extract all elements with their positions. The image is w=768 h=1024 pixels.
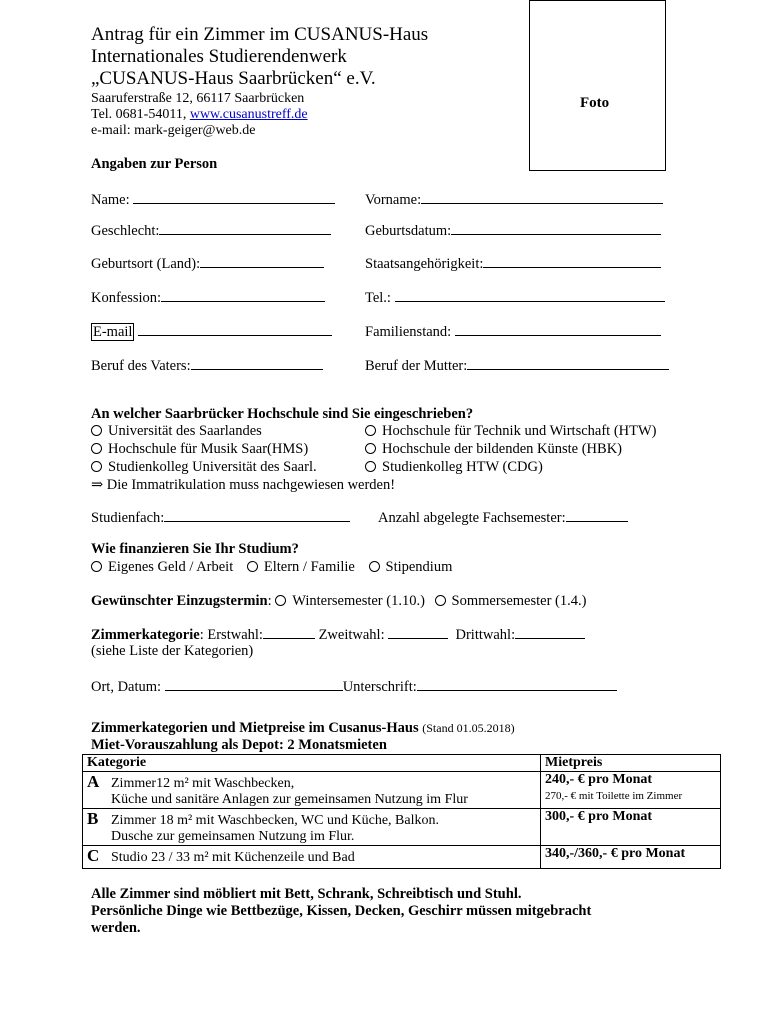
vorname-field[interactable]	[365, 191, 663, 209]
erstwahl-input[interactable]	[263, 626, 315, 639]
radio-circle-icon[interactable]	[91, 425, 102, 436]
studienfach-label: Studienfach:	[91, 510, 165, 526]
fachsemester-field[interactable]	[378, 509, 628, 527]
einzug-sommer[interactable]	[435, 593, 587, 609]
beruf-vater-input[interactable]	[191, 357, 323, 370]
finance-question: Wie finanzieren Sie Ihr Studium?	[91, 541, 299, 557]
erstwahl-label: Erstwahl:	[207, 627, 263, 643]
finance-opt2-label: Eltern / Familie	[263, 559, 355, 575]
footer-line3: werden.	[91, 920, 141, 936]
zimmer-hint: (siehe Liste der Kategorien)	[91, 643, 254, 659]
option-htw-label: Hochschule für Technik und Wirtschaft (HTW)	[382, 423, 657, 439]
option-hbk-label: Hochschule der bildenden Künste (HBK)	[382, 441, 622, 457]
email-input[interactable]	[138, 323, 332, 336]
zimmer-label: Zimmerkategorie	[91, 627, 200, 643]
familienstand-label: Familienstand:	[365, 324, 452, 340]
tel-label: Tel.:	[365, 290, 391, 306]
geschlecht-label: Geschlecht:	[91, 223, 160, 239]
radio-circle-icon[interactable]	[275, 595, 286, 606]
radio-circle-icon[interactable]	[247, 561, 258, 572]
email-label: E-mail	[93, 324, 133, 340]
row-a-price-main: 240,- € pro Monat	[545, 772, 653, 787]
ort-datum-label: Ort, Datum:	[91, 679, 162, 695]
row-c-price-main: 340,-/360,- € pro Monat	[545, 846, 686, 861]
option-studienkolleg-htw[interactable]	[365, 459, 543, 476]
email-field[interactable]	[91, 323, 332, 341]
staatsangehoerigkeit-label: Staatsangehörigkeit:	[365, 256, 484, 272]
row-b-desc	[83, 809, 541, 846]
row-b-desc2: Dusche zur gemeinsamen Nutzung im Flur.	[111, 829, 355, 844]
unterschrift-label: Unterschrift:	[342, 679, 417, 695]
vorname-label: Vorname:	[365, 192, 422, 208]
row-a-price	[541, 772, 721, 809]
prices-title-text: Zimmerkategorien und Mietpreise im Cusanus-Haus	[91, 720, 419, 736]
row-a-price-alt: 270,- € mit Toilette im Zimmer	[545, 790, 683, 802]
option-studienkolleg-uni-label: Studienkolleg Universität des Saarl.	[108, 459, 317, 475]
option-studienkolleg-uni[interactable]	[91, 459, 317, 476]
row-c-letter: C	[87, 846, 100, 865]
name-field[interactable]	[91, 191, 335, 209]
tel-field[interactable]	[365, 289, 665, 307]
geburtsdatum-input[interactable]	[451, 222, 661, 235]
ort-datum-input[interactable]	[165, 678, 343, 691]
price-table	[82, 754, 721, 869]
drittwahl-input[interactable]	[515, 626, 585, 639]
beruf-mutter-input[interactable]	[467, 357, 669, 370]
radio-circle-icon[interactable]	[369, 561, 380, 572]
title-line3: „CUSANUS-Haus Saarbrücken“ e.V.	[91, 68, 376, 89]
finance-opt1-label: Eigenes Geld / Arbeit	[108, 559, 234, 575]
beruf-vater-field[interactable]	[91, 357, 323, 375]
row-a-desc1: Zimmer12 m² mit Waschbecken,	[111, 776, 295, 791]
radio-circle-icon[interactable]	[365, 461, 376, 472]
finance-opt1[interactable]	[91, 559, 233, 575]
studienfach-input[interactable]	[164, 509, 350, 522]
photo-box	[529, 0, 666, 171]
website-link[interactable]: www.cusanustreff.de	[189, 107, 308, 122]
finance-opt3[interactable]	[369, 559, 453, 575]
studienfach-field[interactable]	[91, 509, 350, 527]
row-b-price-main: 300,- € pro Monat	[545, 809, 653, 824]
option-hbk[interactable]	[365, 441, 622, 458]
fachsemester-label: Anzahl abgelegte Fachsemester:	[378, 510, 566, 526]
einzug-label: Gewünschter Einzugstermin	[91, 593, 268, 609]
name-input[interactable]	[133, 191, 335, 204]
einzug-sommer-label: Sommersemester (1.4.)	[451, 593, 587, 609]
zweitwahl-input[interactable]	[388, 626, 448, 639]
drittwahl-label: Drittwahl:	[455, 627, 516, 643]
row-a-letter: A	[87, 772, 100, 791]
section-person-heading: Angaben zur Person	[91, 156, 218, 172]
row-c-desc1: Studio 23 / 33 m² mit Küchenzeile und Bad	[111, 850, 355, 865]
row-b-price	[541, 809, 721, 846]
konfession-field[interactable]	[91, 289, 325, 307]
einzug-winter-label: Wintersemester (1.10.)	[292, 593, 425, 609]
staatsangehoerigkeit-field[interactable]	[365, 255, 661, 273]
depot-note: Miet-Vorauszahlung als Depot: 2 Monatsmieten	[91, 737, 387, 753]
row-b-letter: B	[87, 809, 99, 828]
radio-circle-icon[interactable]	[365, 443, 376, 454]
unterschrift-input[interactable]	[417, 678, 617, 691]
row-c-price	[541, 846, 721, 869]
prices-title	[91, 720, 515, 737]
vorname-input[interactable]	[421, 191, 663, 204]
table-row	[83, 846, 721, 869]
header-kategorie: Kategorie	[83, 755, 541, 772]
geschlecht-input[interactable]	[159, 222, 331, 235]
einzug-winter[interactable]	[275, 593, 425, 609]
header-mietpreis: Mietpreis	[541, 755, 721, 772]
footer-line2: Persönliche Dinge wie Bettbezüge, Kissen, Decken, Geschirr müssen mitgebracht	[91, 903, 592, 919]
familienstand-input[interactable]	[455, 323, 661, 336]
row-a-desc	[83, 772, 541, 809]
zweitwahl-label: Zweitwahl:	[318, 627, 385, 643]
footer-line1: Alle Zimmer sind möbliert mit Bett, Schrank, Schreibtisch und Stuhl.	[91, 886, 522, 902]
name-label: Name:	[91, 192, 130, 208]
geburtsort-field[interactable]	[91, 255, 324, 273]
tel-input[interactable]	[395, 289, 665, 302]
radio-circle-icon[interactable]	[435, 595, 446, 606]
finance-opt2[interactable]	[247, 559, 355, 575]
table-row	[83, 772, 721, 809]
fachsemester-input[interactable]	[566, 509, 628, 522]
row-c-desc	[83, 846, 541, 869]
table-row	[83, 809, 721, 846]
zimmer-row: Zimmerkategorie: Erstwahl: Zweitwahl: Drittwahl:	[91, 626, 585, 644]
geburtsort-input[interactable]	[200, 255, 324, 268]
address: Saaruferstraße 12, 66117 Saarbrücken	[91, 91, 305, 106]
title-line1: Antrag für ein Zimmer im CUSANUS-Haus	[91, 24, 429, 45]
contact-tel	[91, 107, 308, 123]
konfession-input[interactable]	[161, 289, 325, 302]
beruf-mutter-label: Beruf der Mutter:	[365, 358, 468, 374]
university-question: An welcher Saarbrücker Hochschule sind Sie eingeschrieben?	[91, 406, 474, 422]
immatrikulation-note: ⇒ Die Immatrikulation muss nachgewiesen werden!	[91, 477, 396, 493]
geburtsort-label: Geburtsort (Land):	[91, 256, 201, 272]
radio-circle-icon[interactable]	[91, 461, 102, 472]
geburtsdatum-field[interactable]	[365, 222, 661, 240]
sign-row	[91, 678, 617, 696]
finance-options	[91, 559, 452, 576]
radio-circle-icon[interactable]	[91, 561, 102, 572]
finance-opt3-label: Stipendium	[385, 559, 453, 575]
familienstand-field[interactable]	[365, 323, 661, 341]
staatsangehoerigkeit-input[interactable]	[483, 255, 661, 268]
option-htw[interactable]	[365, 423, 657, 440]
option-studienkolleg-htw-label: Studienkolleg HTW (CDG)	[382, 459, 543, 475]
row-b-desc1: Zimmer 18 m² mit Waschbecken, WC und Küche, Balkon.	[111, 813, 439, 828]
option-hms[interactable]	[91, 441, 308, 458]
option-uni-saar[interactable]	[91, 423, 262, 440]
geburtsdatum-label: Geburtsdatum:	[365, 223, 452, 239]
beruf-vater-label: Beruf des Vaters:	[91, 358, 191, 374]
radio-circle-icon[interactable]	[91, 443, 102, 454]
einzug-row: Gewünschter Einzugstermin: Wintersemester (1.10.) Sommersemester (1.4.)	[91, 593, 587, 609]
radio-circle-icon[interactable]	[365, 425, 376, 436]
geschlecht-field[interactable]	[91, 222, 331, 240]
tel-text: Tel. 0681-54011,	[91, 107, 187, 122]
beruf-mutter-field[interactable]	[365, 357, 669, 375]
title-line2: Internationales Studierendenwerk	[91, 46, 347, 67]
contact-email: e-mail: mark-geiger@web.de	[91, 123, 256, 138]
photo-label: Foto	[580, 95, 610, 111]
konfession-label: Konfession:	[91, 290, 162, 306]
row-a-desc2: Küche und sanitäre Anlagen zur gemeinsamen Nutzung im Flur	[111, 792, 468, 807]
option-uni-saar-label: Universität des Saarlandes	[108, 423, 262, 439]
table-header-row	[83, 755, 721, 772]
option-hms-label: Hochschule für Musik Saar(HMS)	[108, 441, 309, 457]
prices-stand: (Stand 01.05.2018)	[422, 721, 515, 735]
